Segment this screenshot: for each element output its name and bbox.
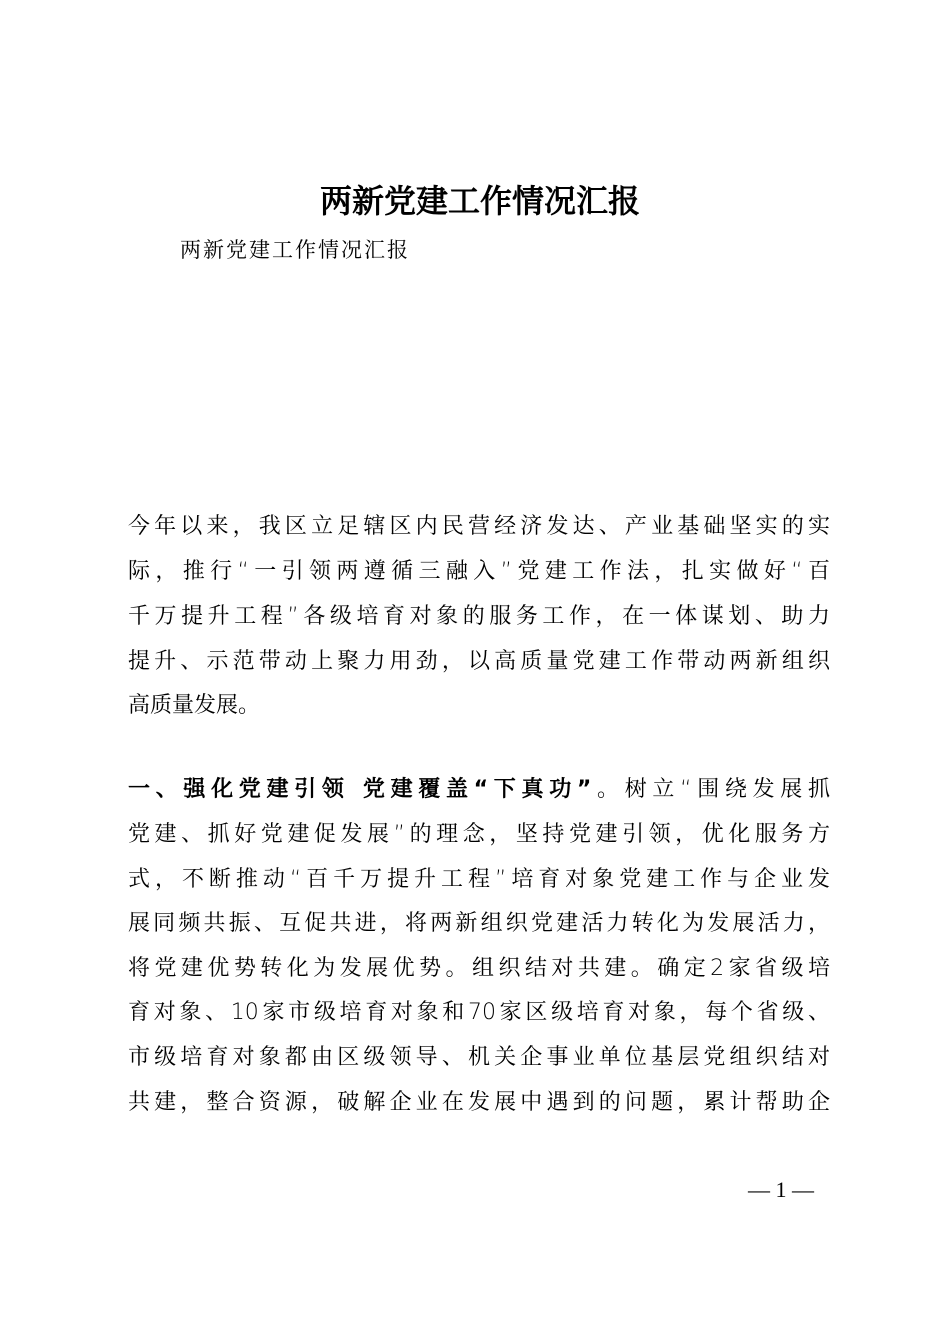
paragraph-line: 际，推行“一引领两遵循三融入”党建工作法，扎实做好“百: [128, 559, 830, 584]
paragraph-line: 高质量发展。: [128, 693, 261, 718]
paragraph-line: 展同频共振、互促共进，将两新组织党建活力转化为发展活力，: [128, 911, 830, 936]
paragraph-line: 将党建优势转化为发展优势。组织结对共建。确定2家省级培: [128, 956, 830, 981]
section-heading: 一、强化党建引领 党建覆盖“下真功”: [128, 777, 592, 802]
page-number: — 1 —: [748, 1177, 814, 1202]
paragraph-line: 提升、示范带动上聚力用劲，以高质量党建工作带动两新组织: [128, 649, 830, 674]
document-title: 两新党建工作情况汇报: [319, 182, 640, 220]
section-heading-line: [128, 775, 830, 805]
paragraph-line: 共建，整合资源，破解企业在发展中遇到的问题，累计帮助企: [128, 1090, 830, 1115]
paragraph-line: 千万提升工程”各级培育对象的服务工作，在一体谋划、助力: [128, 604, 830, 629]
paragraph-line: 育对象、10家市级培育对象和70家区级培育对象，每个省级、: [128, 1000, 830, 1025]
paragraph-line: 党建、抓好党建促发展”的理念，坚持党建引领，优化服务方: [128, 822, 830, 847]
paragraph-line: 今年以来，我区立足辖区内民营经济发达、产业基础坚实的实: [128, 514, 830, 539]
paragraph-line: 市级培育对象都由区级领导、机关企事业单位基层党组织结对: [128, 1045, 830, 1070]
document-subtitle: 两新党建工作情况汇报: [180, 238, 410, 262]
section-heading-tail: 。树立“围绕发展抓: [591, 777, 830, 802]
paragraph-line: 式，不断推动“百千万提升工程”培育对象党建工作与企业发: [128, 867, 830, 892]
